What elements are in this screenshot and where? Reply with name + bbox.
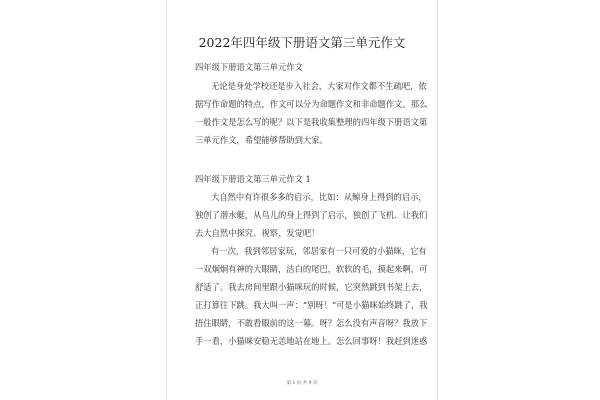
paragraph-line: 正打算往下跳。我大叫一声：“别呀！”可是小猫咪始终跳了，我 [195,300,428,310]
paragraph-line: 手一看，小猫咪安稳无恙地站在地上。怎么回事呀！我赶到迷惑 [195,336,428,346]
intro-line: 三单元作文，希望能够帮助到大家。 [195,135,328,145]
paragraph-line: 有一次，我到邻居家玩，邻居家有一只可爱的小猫咪，它有 [211,246,427,256]
essay-heading: 四年级下册语文第三单元作文 1 [195,174,311,184]
section-heading: 四年级下册语文第三单元作文 [195,62,303,72]
intro-line: 据写作命题的特点，作文可以分为命题作文和非命题作文。那么 [195,99,428,109]
paragraph-line: 独创了潜水艇，从鸟儿的身上得到了启示，独创了飞机．让我们 [195,210,428,220]
document-page [166,0,438,400]
intro-line: 无论是身处学校还是步入社会，大家对作文都不生疏吧，依 [211,81,427,91]
page-footer: 第 1 页 共 9 页 [286,381,318,386]
paragraph-line: 大自然中有许很多多的启示，比如：从鲸身上得到的启示， [211,192,427,202]
paragraph-line: 一双炯炯有神的大眼睛，洁白的尾巴，软软的毛，摸起来啊，可 [195,264,428,274]
intro-line: 一般作文是怎么写的呢？以下是我收集整理的四年级下册语文第 [195,117,428,127]
paragraph-line: 捂住眼睛，不敢看眼前的这一幕。呀？怎么没有声音呀？我放下 [195,318,428,328]
paragraph-line: 去大自然中探究、视察、发觉吧！ [195,228,320,238]
paragraph-line: 舒适了。我去房间里跟小猫咪玩的时候，它突然跳到书架上去， [195,282,428,292]
document-title: 2022年四年级下册语文第三单元作文 [198,35,406,50]
